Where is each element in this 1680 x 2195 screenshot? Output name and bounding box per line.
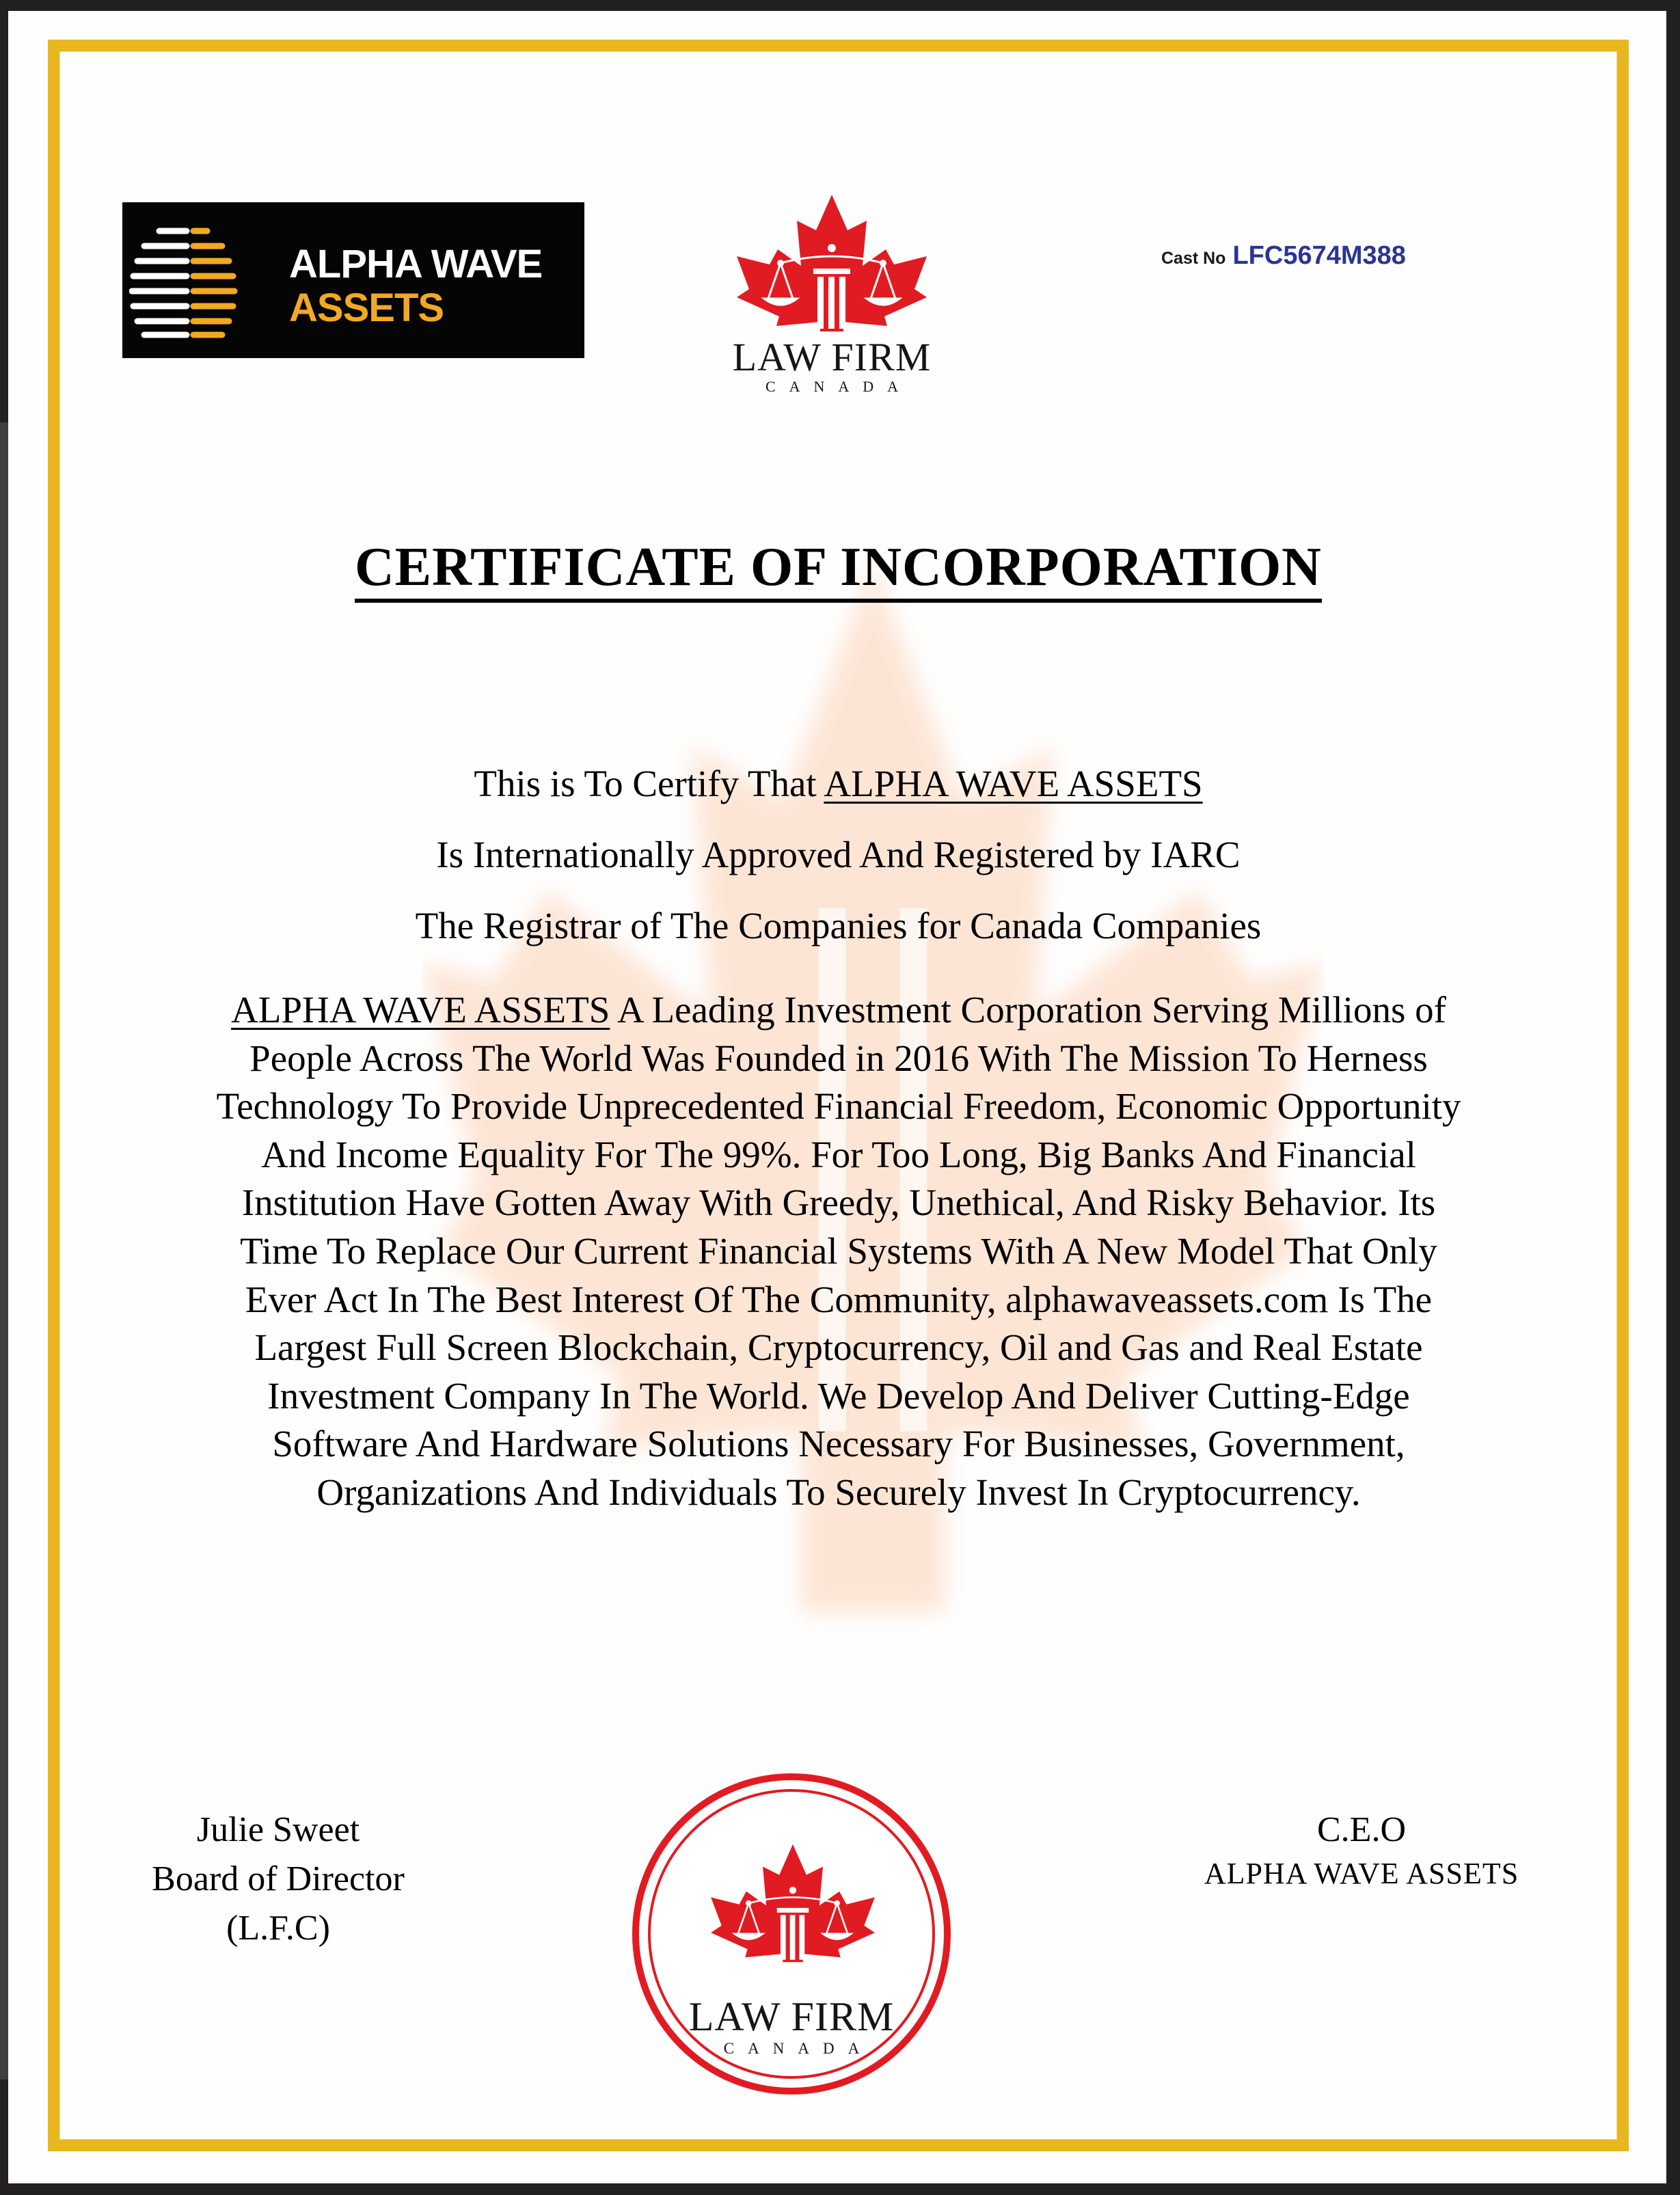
signature-ceo	[1156, 1805, 1567, 1893]
description-line: Institution Have Gotten Away With Greedy, Unethical, And Risky Behavior. Its	[241, 1182, 1436, 1224]
certificate-title-text: CERTIFICATE OF INCORPORATION	[355, 537, 1322, 603]
description-line: Ever Act In The Best Interest Of The Community, alphawaveassets.com Is The	[245, 1278, 1433, 1320]
certify-line	[59, 762, 1617, 805]
signatory-role: C.E.O	[1317, 1810, 1406, 1849]
law-firm-canada-logo	[695, 173, 968, 412]
logo-line-2: ASSETS	[289, 286, 444, 330]
description-line: Time To Replace Our Current Financial Systems With A New Model That Only	[240, 1229, 1437, 1272]
case-number-label: Cast No	[1161, 249, 1226, 268]
case-number-value: LFC5674M388	[1232, 241, 1406, 270]
maple-leaf-scales-icon	[707, 1842, 878, 1965]
certificate-page	[8, 11, 1666, 2183]
description-line: And Income Equality For The 99%. For Too Long, Big Banks And Financial	[261, 1133, 1416, 1175]
seal-firm-name: LAW FIRM	[688, 1994, 895, 2039]
description-line: Organizations And Individuals To Securely Invest In Cryptocurrency.	[316, 1471, 1361, 1513]
signatory-organization: (L.F.C)	[226, 1909, 330, 1948]
description-line	[100, 986, 1577, 1035]
description-company-name: ALPHA WAVE ASSETS	[231, 989, 610, 1031]
logo-line-1: ALPHA WAVE	[289, 242, 543, 286]
law-firm-name: LAW FIRM	[732, 335, 932, 379]
certified-company-name: ALPHA WAVE ASSETS	[824, 763, 1203, 804]
seal-firm-country: CANADA	[723, 2040, 873, 2057]
certificate-title	[59, 536, 1617, 599]
window-edge	[0, 422, 8, 2080]
registrar-line: The Registrar of The Companies for Canada Companies	[415, 905, 1262, 946]
approval-line: Is Internationally Approved And Registered by IARC	[436, 834, 1241, 875]
alpha-wave-assets-wordmark	[289, 242, 543, 330]
description-line: Investment Company In The World. We Develop And Deliver Cutting-Edge	[267, 1374, 1410, 1417]
law-firm-country: CANADA	[765, 378, 912, 395]
description-line: People Across The World Was Founded in 2016 With The Mission To Herness	[249, 1037, 1428, 1079]
maple-leaf-scales-icon	[733, 195, 931, 331]
description-line: Technology To Provide Unprecedented Financial Freedom, Economic Opportunity	[216, 1085, 1461, 1128]
law-firm-seal	[631, 1773, 952, 2095]
signatory-name: Julie Sweet	[196, 1810, 360, 1849]
signatory-role: Board of Director	[152, 1859, 405, 1898]
case-number	[1161, 241, 1406, 271]
wave-bars-icon	[129, 221, 245, 342]
alpha-wave-assets-logo	[122, 202, 584, 358]
signatory-organization: ALPHA WAVE ASSETS	[1204, 1857, 1519, 1890]
description-line-text: A Leading Investment Corporation Serving Millions of	[610, 989, 1446, 1031]
signature-board-director	[135, 1805, 422, 1953]
description-line: Largest Full Screen Blockchain, Cryptocurrency, Oil and Gas and Real Estate	[254, 1326, 1423, 1369]
certify-prefix: This is To Certify That	[474, 763, 824, 804]
description-line: Software And Hardware Solutions Necessary For Businesses, Government,	[272, 1423, 1405, 1465]
company-description	[100, 986, 1577, 1517]
certificate-content	[59, 51, 1617, 2140]
